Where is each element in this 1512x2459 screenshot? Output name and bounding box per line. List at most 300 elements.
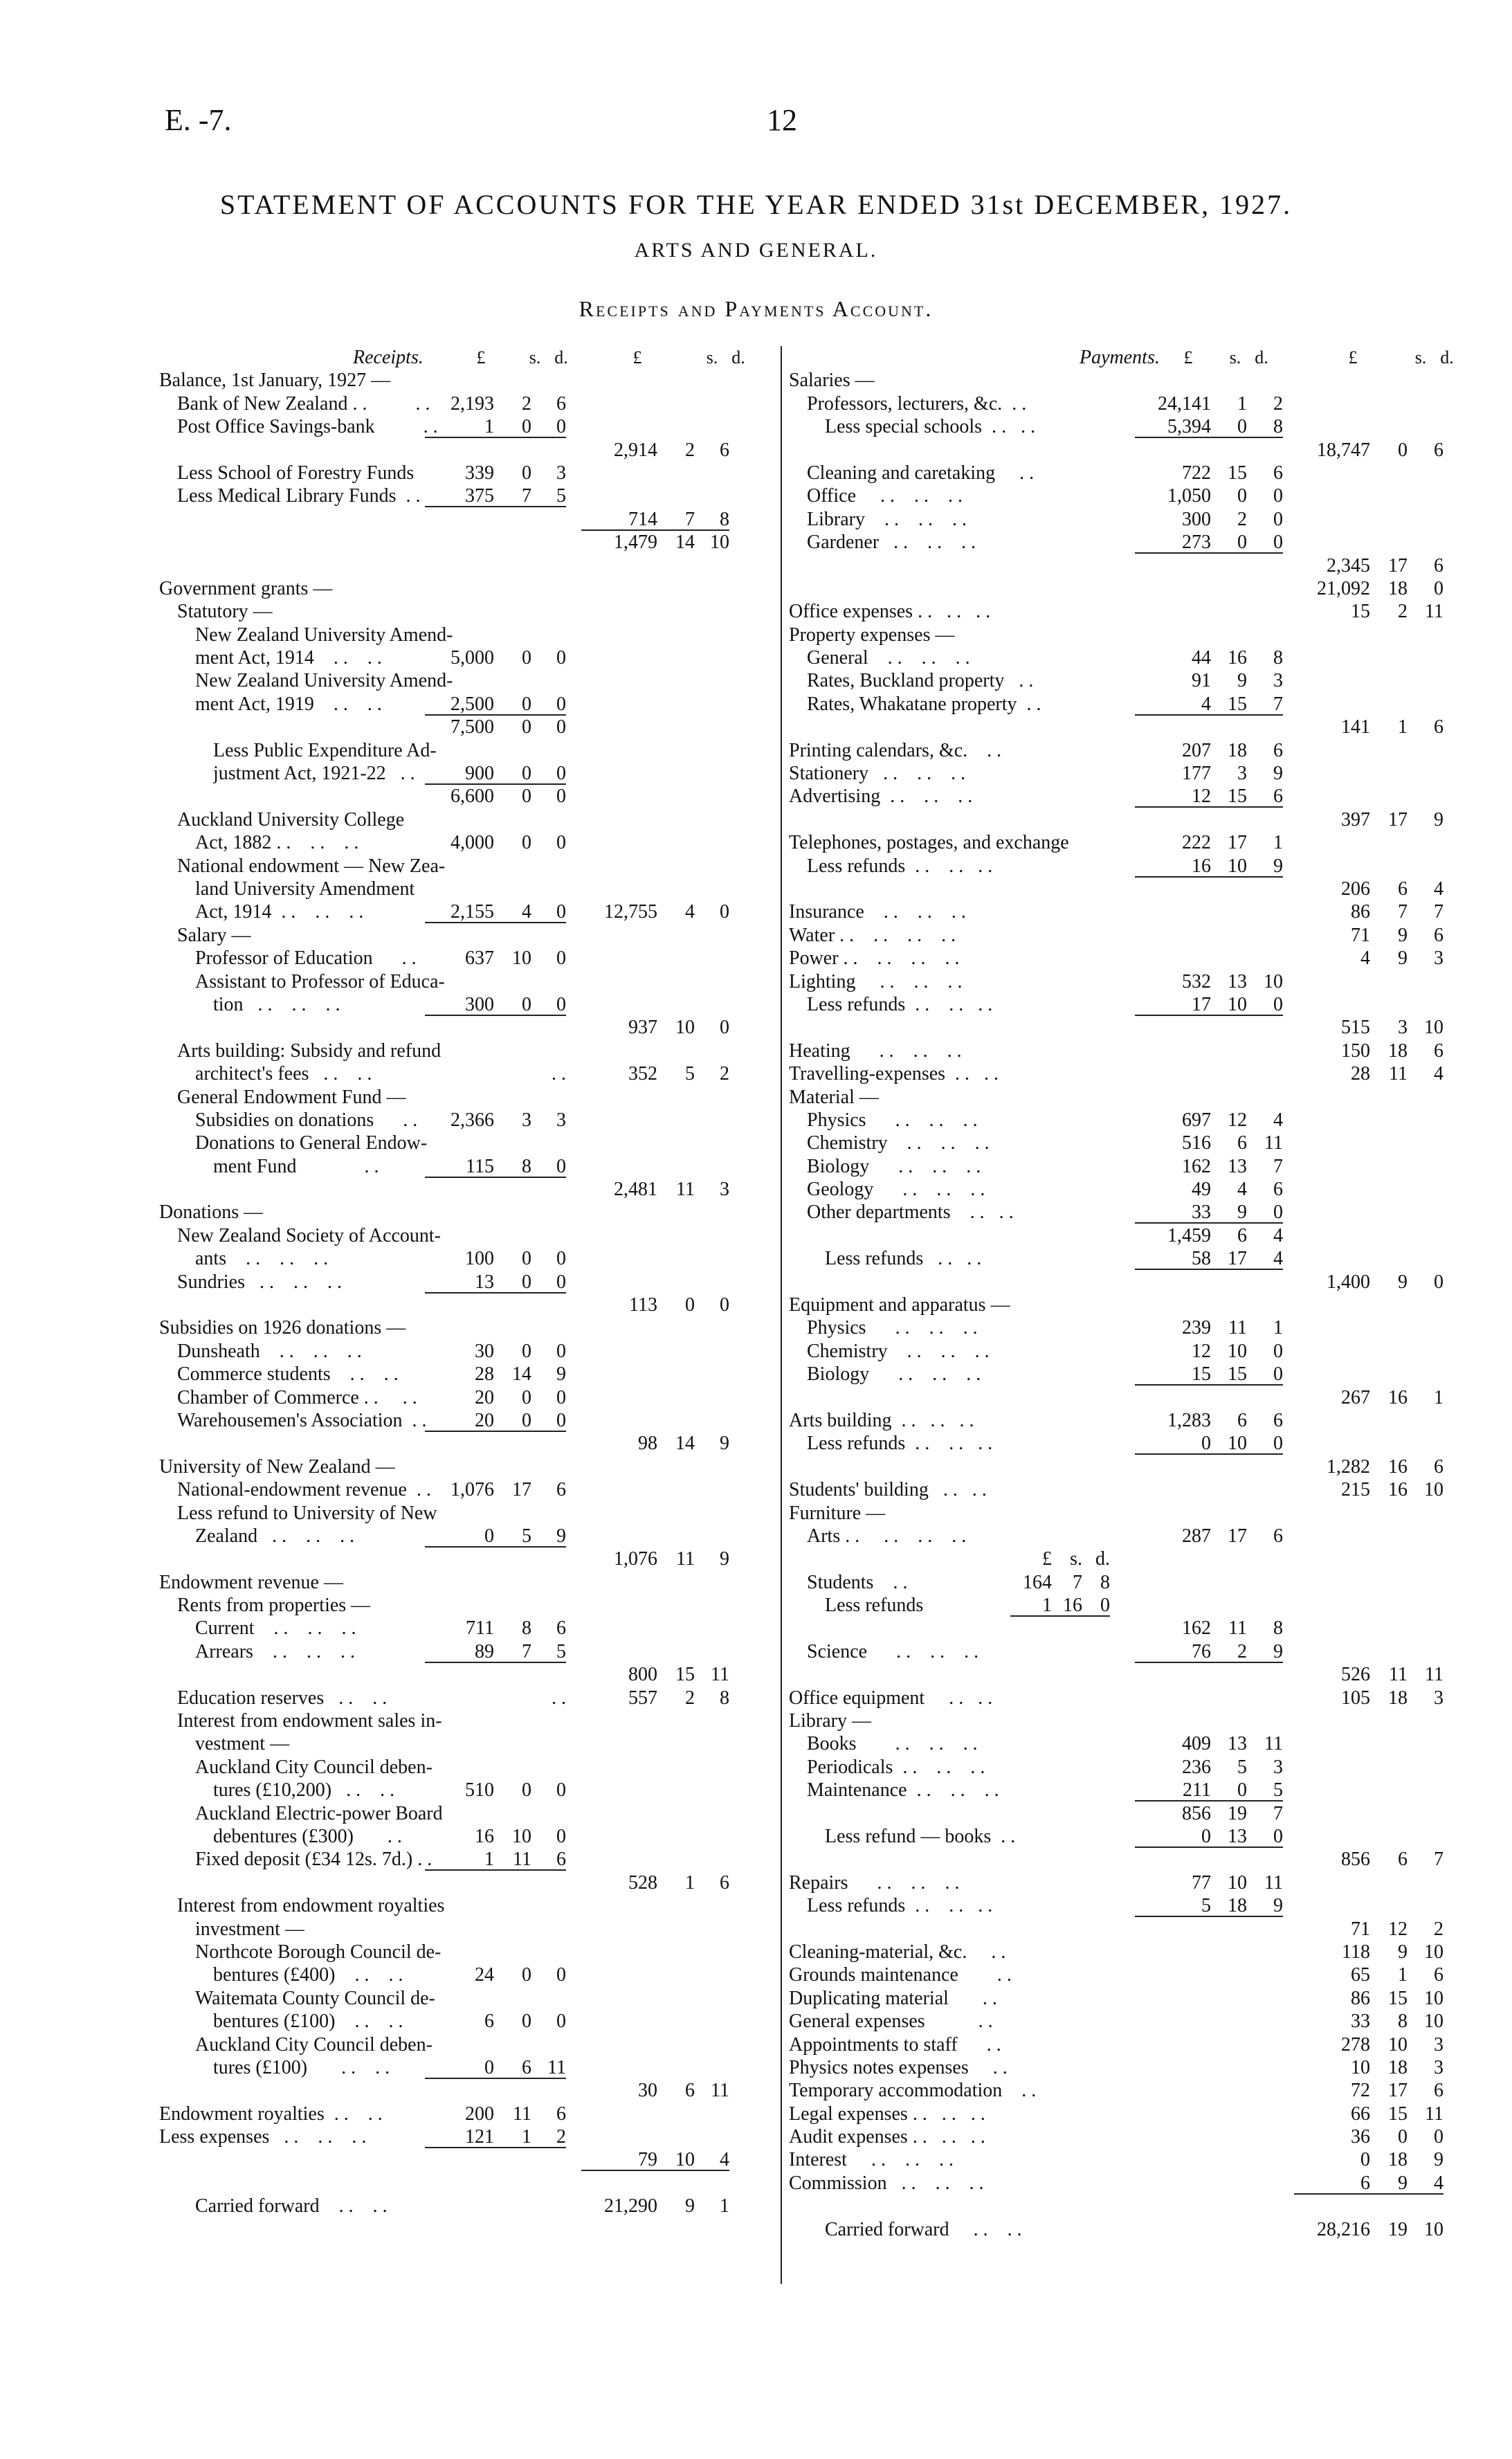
ledger-row — [789, 2010, 1481, 2033]
amount-pence: . . — [552, 1687, 566, 1709]
ledger-row — [789, 716, 1481, 738]
amount-pounds: 115 — [466, 1155, 494, 1177]
account-title: Receipts and Payments Account. — [579, 296, 933, 321]
amount-shillings: 15 — [1228, 1363, 1247, 1386]
amount-pence: 11 — [1425, 601, 1443, 623]
amount-shillings: 10 — [675, 2149, 695, 2171]
amount-shillings: 15 — [1388, 1987, 1408, 2009]
amount-shillings: 11 — [1389, 1664, 1408, 1686]
amount-pence: 0 — [556, 1386, 566, 1408]
ledger-row — [159, 1201, 775, 1224]
row-label: Warehousemen's Association . . — [177, 1409, 427, 1431]
amount-pounds: 528 — [628, 1871, 657, 1894]
row-label: Assistant to Professor of Educa- — [195, 970, 445, 992]
amount-pence: 0 — [556, 1779, 566, 1802]
amount-pence: 6 — [720, 439, 729, 461]
amount-shillings: 18 — [1388, 577, 1408, 599]
amount-pounds: 211 — [1183, 1779, 1211, 1802]
amount-shillings: 16 — [1228, 647, 1247, 669]
col-head: d. — [1440, 347, 1454, 368]
ledger-row — [789, 392, 1481, 415]
amount-shillings: 18 — [1228, 1895, 1247, 1917]
row-label: Dunsheath . . . . . . — [177, 1340, 362, 1362]
ledger-row — [159, 2172, 775, 2195]
amount-pence: 6 — [1434, 924, 1443, 946]
ledger-row — [789, 1432, 1481, 1455]
ledger-row — [789, 1732, 1481, 1755]
amount-pence: 6 — [1273, 739, 1283, 761]
amount-shillings: 7 — [1073, 1571, 1082, 1593]
amount-shillings: 8 — [522, 1617, 531, 1640]
ledger-row — [159, 716, 775, 738]
amount-pence: 0 — [1273, 1363, 1283, 1386]
ledger-row — [789, 1224, 1481, 1247]
amount-shillings: 18 — [1388, 2149, 1408, 2171]
amount-shillings: 16 — [1388, 1455, 1408, 1478]
row-label: Rates, Buckland property . . — [807, 670, 1034, 692]
amount-pence: 9 — [1273, 855, 1283, 877]
ledger-row — [789, 762, 1481, 785]
ledger-row — [789, 1779, 1481, 1802]
row-label: Subsidies on donations . . — [195, 1109, 418, 1131]
row-label: Act, 1882 . . . . . . — [195, 832, 359, 854]
amount-pence: 6 — [1273, 462, 1283, 484]
amount-pence: 6 — [1434, 2080, 1443, 2102]
amount-pence: 6 — [1273, 786, 1283, 808]
amount-shillings: 16 — [1388, 1386, 1408, 1408]
amount-pounds: 300 — [1182, 508, 1211, 530]
row-label: Auckland University College — [177, 808, 405, 831]
amount-pounds: 58 — [1192, 1248, 1211, 1270]
amount-shillings: 9 — [1237, 1201, 1247, 1224]
ledger-row — [159, 2079, 775, 2102]
amount-shillings: 0 — [522, 786, 531, 808]
amount-shillings: 1 — [1398, 1964, 1408, 1986]
row-label: ment Act, 1914 . . . . — [195, 647, 382, 669]
amount-pounds: 711 — [466, 1617, 494, 1640]
amount-shillings: 9 — [685, 2195, 695, 2217]
amount-pounds: 28 — [475, 1363, 494, 1386]
amount-shillings: 17 — [1228, 1248, 1247, 1270]
amount-shillings: 8 — [522, 1155, 531, 1177]
amount-pence: 11 — [1264, 1733, 1283, 1755]
row-label: Balance, 1st January, 1927 — — [159, 370, 391, 392]
amount-pence: 8 — [1273, 416, 1283, 438]
amount-pence: 10 — [1424, 2011, 1443, 2033]
amount-shillings: 18 — [1228, 739, 1247, 761]
ledger-row — [159, 1109, 775, 1132]
amount-shillings: 0 — [522, 693, 531, 715]
amount-shillings: 18 — [1388, 1687, 1408, 1709]
ledger-row — [789, 415, 1481, 438]
amount-pence: 4 — [1434, 878, 1443, 900]
amount-pence: 0 — [1273, 1433, 1283, 1455]
ledger-row — [789, 1594, 1481, 1617]
amount-pence: 11 — [711, 1664, 729, 1686]
amount-pence: 2 — [1273, 392, 1283, 415]
ledger-row — [159, 1617, 775, 1640]
row-label: vestment — — [195, 1733, 290, 1755]
amount-pounds: 1 — [484, 416, 494, 438]
receipts-header-row — [159, 346, 775, 369]
ledger-row — [789, 624, 1481, 646]
ledger-row — [789, 855, 1481, 878]
ledger-row — [159, 1178, 775, 1201]
amount-pence: 0 — [556, 1248, 566, 1270]
ledger-row — [789, 1802, 1481, 1825]
amount-shillings: 14 — [675, 532, 695, 554]
ledger-row — [159, 878, 775, 900]
amount-pence: 4 — [1434, 2172, 1443, 2194]
ledger-row — [159, 1432, 775, 1455]
amount-pence: 0 — [1434, 2126, 1443, 2148]
ledger-row — [789, 600, 1481, 623]
amount-pounds: £ — [1042, 1548, 1052, 1570]
amount-pounds: 28 — [1351, 1063, 1370, 1085]
amount-shillings: 6 — [1398, 1849, 1408, 1871]
ledger-row — [789, 1663, 1481, 1686]
amount-pounds: 6 — [484, 2011, 494, 2033]
amount-shillings: 6 — [522, 2056, 531, 2078]
amount-shillings: 1 — [1398, 716, 1408, 738]
ledger-row — [159, 2148, 775, 2171]
ledger-row — [159, 369, 775, 392]
row-label: Science . . . . . . — [807, 1640, 979, 1662]
payments-header-row — [789, 346, 1481, 369]
col-head: d. — [554, 347, 568, 368]
ledger-row — [159, 2056, 775, 2079]
amount-pounds: 637 — [465, 947, 494, 970]
receipts-heading: Receipts. — [353, 347, 423, 368]
ledger-row — [789, 1016, 1481, 1039]
amount-pounds: 287 — [1182, 1525, 1211, 1547]
amount-pence: 3 — [556, 462, 566, 484]
amount-shillings: 15 — [1228, 786, 1247, 808]
amount-pence: 0 — [1273, 532, 1283, 554]
row-label: tures (£100) . . . . — [213, 2056, 390, 2078]
amount-shillings: 15 — [1228, 693, 1247, 715]
amount-pounds: 71 — [1351, 1918, 1370, 1940]
amount-pounds: 2,914 — [614, 439, 657, 461]
row-label: Auckland City Council deben- — [195, 2033, 432, 2056]
amount-shillings: 11 — [1228, 1617, 1247, 1640]
ledger-row — [789, 739, 1481, 762]
amount-shillings: 11 — [1389, 1063, 1408, 1085]
amount-pounds: 5 — [1201, 1895, 1211, 1917]
ledger-row — [789, 831, 1481, 854]
row-label: Material — — [789, 1086, 879, 1108]
ledger-row — [789, 1571, 1481, 1594]
row-label: Water . . . . . . . . — [789, 924, 956, 946]
row-label: bentures (£400) . . . . — [213, 1964, 403, 1986]
row-label: General expenses . . — [789, 2011, 993, 2033]
ledger-row — [159, 831, 775, 854]
ledger-row — [159, 1779, 775, 1802]
amount-pounds: 1,283 — [1167, 1409, 1211, 1431]
amount-pence: 6 — [556, 1479, 566, 1501]
amount-pounds: 15 — [1192, 1363, 1211, 1386]
amount-pounds: 714 — [628, 508, 657, 530]
amount-pence: 6 — [556, 2103, 566, 2125]
amount-pounds: 267 — [1341, 1386, 1370, 1408]
ledger-row — [789, 2148, 1481, 2171]
amount-pounds: 5,394 — [1167, 416, 1211, 438]
amount-shillings: 0 — [522, 1964, 531, 1986]
row-label: Other departments . . . . — [807, 1201, 1014, 1224]
amount-pounds: 239 — [1182, 1317, 1211, 1339]
row-label: Office equipment . . . . — [789, 1687, 993, 1709]
ledger-row — [159, 2010, 775, 2033]
ledger-row — [789, 2033, 1481, 2056]
row-label: Salaries — — [789, 370, 875, 392]
amount-shillings: 11 — [513, 1849, 531, 1871]
col-head: £ — [1183, 347, 1193, 368]
amount-shillings: 9 — [1398, 2172, 1408, 2194]
amount-pence: 4 — [1273, 1248, 1283, 1270]
amount-shillings: 17 — [1228, 832, 1247, 854]
col-head: £ — [1348, 347, 1358, 368]
ledger-row — [159, 1640, 775, 1663]
amount-pence: 10 — [1424, 1987, 1443, 2009]
row-label: ment Fund . . — [213, 1155, 379, 1177]
col-head: s. — [1229, 347, 1241, 368]
amount-pounds: 2,481 — [614, 1179, 657, 1201]
row-label: ants . . . . . . — [195, 1248, 329, 1270]
amount-pence: 0 — [1273, 508, 1283, 530]
amount-pounds: 177 — [1182, 763, 1211, 785]
amount-shillings: 6 — [1237, 1409, 1247, 1431]
amount-shillings: 0 — [1398, 439, 1408, 461]
ledger-row — [789, 462, 1481, 484]
row-label: New Zealand Society of Account- — [177, 1224, 441, 1246]
amount-pounds: 207 — [1182, 739, 1211, 761]
amount-pence: 0 — [1100, 1595, 1110, 1617]
amount-shillings: 6 — [1398, 878, 1408, 900]
ledger-row — [789, 970, 1481, 993]
amount-pounds: 30 — [638, 2080, 657, 2102]
amount-shillings: 9 — [1398, 924, 1408, 946]
row-label: Zealand . . . . . . — [195, 1525, 355, 1547]
ledger-row — [159, 1340, 775, 1363]
amount-pounds: 516 — [1182, 1132, 1211, 1154]
row-label: Cleaning and caretaking . . — [807, 462, 1035, 484]
row-label: Power . . . . . . . . — [789, 947, 960, 970]
ledger-row — [159, 1363, 775, 1386]
amount-pence: 3 — [556, 1109, 566, 1131]
amount-pounds: 16 — [1192, 855, 1211, 877]
row-label: Subsidies on 1926 donations — — [159, 1317, 406, 1339]
amount-shillings: 7 — [1398, 901, 1408, 923]
ledger-row — [159, 1663, 775, 1686]
amount-shillings: 18 — [1388, 1040, 1408, 1062]
amount-pounds: 900 — [465, 763, 494, 785]
row-label: Audit expenses . . . . . . — [789, 2126, 985, 2148]
amount-shillings: 19 — [1388, 2218, 1408, 2240]
amount-shillings: 14 — [512, 1363, 531, 1386]
ledger-row — [789, 1086, 1481, 1109]
amount-pounds: 33 — [1351, 2011, 1370, 2033]
amount-pounds: 515 — [1341, 1017, 1370, 1039]
amount-pence: 0 — [556, 1964, 566, 1986]
amount-pounds: 17 — [1192, 993, 1211, 1015]
amount-shillings: 2 — [1398, 601, 1408, 623]
amount-shillings: 1 — [522, 2126, 531, 2148]
ledger-row — [789, 554, 1481, 577]
row-label: Chemistry . . . . . . — [807, 1340, 990, 1362]
amount-pence: 6 — [1273, 1179, 1283, 1201]
row-label: Act, 1914 . . . . . . — [195, 901, 364, 923]
ledger-row — [789, 1640, 1481, 1663]
amount-shillings: 7 — [522, 485, 531, 507]
amount-pounds: 856 — [1341, 1849, 1370, 1871]
amount-pence: 0 — [1434, 1271, 1443, 1293]
row-label: General Endowment Fund — — [177, 1086, 406, 1108]
ledger-row — [789, 1040, 1481, 1062]
ledger-row — [159, 1478, 775, 1501]
row-label: Less School of Forestry Funds — [177, 462, 415, 484]
section-subtitle: ARTS AND GENERAL. — [634, 239, 878, 262]
ledger-row — [159, 1086, 775, 1109]
amount-shillings: 10 — [512, 947, 531, 970]
amount-shillings: 13 — [1228, 1733, 1247, 1755]
row-label: Commission . . . . . . — [789, 2172, 984, 2194]
row-label: Statutory — — [177, 601, 273, 623]
row-label: Less special schools . . . . — [825, 416, 1036, 438]
ledger-row — [159, 1941, 775, 1963]
amount-pounds: 273 — [1182, 532, 1211, 554]
amount-pence: 6 — [1434, 554, 1443, 577]
row-label: National-endowment revenue . . — [177, 1479, 431, 1501]
row-label: justment Act, 1921-22 . . — [213, 763, 415, 785]
amount-pence: 9 — [556, 1525, 566, 1547]
ledger-row — [789, 878, 1481, 900]
amount-shillings: 4 — [685, 901, 695, 923]
ledger-row — [159, 1848, 775, 1871]
row-label: ment Act, 1919 . . . . — [195, 693, 382, 715]
row-label: Less expenses . . . . . . — [159, 2126, 367, 2148]
amount-pence: d. — [1095, 1548, 1110, 1570]
col-head: s. — [1414, 347, 1427, 368]
ledger-row — [159, 1756, 775, 1779]
amount-shillings: 11 — [676, 1548, 695, 1570]
amount-shillings: 0 — [1237, 485, 1247, 507]
ledger-row — [159, 1455, 775, 1478]
amount-shillings: 10 — [1228, 1871, 1247, 1894]
ledger-row — [789, 785, 1481, 808]
ledger-row — [159, 554, 775, 577]
amount-pence: 6 — [556, 392, 566, 415]
amount-pence: 10 — [1264, 970, 1283, 992]
row-label: Equipment and apparatus — — [789, 1294, 1010, 1316]
ledger-row — [159, 947, 775, 970]
ledger-row — [159, 1016, 775, 1039]
amount-pounds: 77 — [1192, 1871, 1211, 1894]
amount-shillings: 5 — [685, 1063, 695, 1085]
amount-pence: 0 — [1273, 1826, 1283, 1847]
ledger-row — [159, 439, 775, 462]
amount-pounds: 856 — [1182, 1802, 1211, 1824]
amount-pounds: 0 — [484, 1525, 494, 1547]
ledger-row — [159, 392, 775, 415]
amount-pounds: 2,500 — [450, 693, 494, 715]
row-label: Appointments to staff . . — [789, 2033, 1001, 2056]
amount-pounds: 2,155 — [450, 901, 494, 923]
amount-pence: 6 — [1434, 1455, 1443, 1478]
amount-pence: 0 — [556, 786, 566, 808]
ledger-row — [159, 1594, 775, 1617]
col-head: d. — [731, 347, 745, 368]
ledger-row — [789, 1201, 1481, 1224]
amount-pence: 0 — [556, 647, 566, 669]
ledger-row — [159, 1987, 775, 2010]
row-label: Furniture — — [789, 1502, 886, 1524]
amount-pounds: 6,600 — [450, 786, 494, 808]
row-label: Endowment revenue — — [159, 1571, 343, 1593]
amount-pence: 8 — [1273, 647, 1283, 669]
amount-shillings: 9 — [1398, 947, 1408, 970]
amount-pence: 1 — [1273, 1317, 1283, 1339]
row-label: Government grants — — [159, 577, 333, 599]
amount-pence: 0 — [556, 1155, 566, 1177]
amount-pounds: 162 — [1182, 1155, 1211, 1177]
row-label: Office expenses . . . . . . — [789, 601, 991, 623]
statement-title: STATEMENT OF ACCOUNTS FOR THE YEAR ENDED 31st DECEMBER, 1927. — [219, 189, 1293, 220]
amount-pence: 2 — [1434, 1918, 1443, 1940]
amount-pounds: 15 — [1351, 601, 1370, 623]
ledger-row — [789, 1525, 1481, 1548]
ledger-row — [789, 1247, 1481, 1270]
ledger-row — [159, 1062, 775, 1085]
row-label: General . . . . . . — [807, 647, 970, 669]
amount-pounds: 65 — [1351, 1964, 1370, 1986]
amount-shillings: 15 — [1228, 462, 1247, 484]
row-label: architect's fees . . . . — [195, 1063, 372, 1085]
amount-pence: 2 — [720, 1063, 729, 1085]
row-label: Donations — — [159, 1201, 264, 1224]
ledger-row — [159, 462, 775, 484]
row-label: Sundries . . . . . . — [177, 1271, 342, 1293]
row-label: Less refunds . . . . . . — [807, 993, 993, 1015]
amount-pence: 0 — [556, 1340, 566, 1362]
amount-pounds: 722 — [1182, 462, 1211, 484]
row-label: Grounds maintenance . . — [789, 1964, 1012, 1986]
receipts-column — [159, 346, 775, 2218]
amount-pounds: 5,000 — [450, 647, 494, 669]
amount-shillings: 4 — [522, 901, 531, 923]
amount-pounds: 200 — [465, 2103, 494, 2125]
row-label: Insurance . . . . . . — [789, 901, 966, 923]
amount-pounds: 24,141 — [1158, 392, 1211, 415]
amount-pence: 0 — [556, 901, 566, 923]
amount-pence: 1 — [720, 2195, 729, 2217]
row-label: Carried forward . . . . — [195, 2195, 388, 2217]
amount-pounds: 98 — [638, 1433, 657, 1455]
amount-shillings: 16 — [1063, 1595, 1082, 1617]
ledger-row — [789, 1386, 1481, 1409]
ledger-row — [159, 1271, 775, 1294]
amount-shillings: 0 — [522, 1386, 531, 1408]
amount-shillings: 17 — [512, 1479, 531, 1501]
ledger-row — [159, 1155, 775, 1178]
ledger-row — [789, 1109, 1481, 1132]
ledger-row — [159, 1040, 775, 1062]
row-label: Arrears . . . . . . — [195, 1640, 355, 1662]
ledger-row — [159, 646, 775, 669]
amount-pence: 6 — [556, 1849, 566, 1871]
ledger-row — [789, 900, 1481, 923]
amount-shillings: 2 — [1237, 1640, 1247, 1662]
ledger-row — [789, 1709, 1481, 1732]
